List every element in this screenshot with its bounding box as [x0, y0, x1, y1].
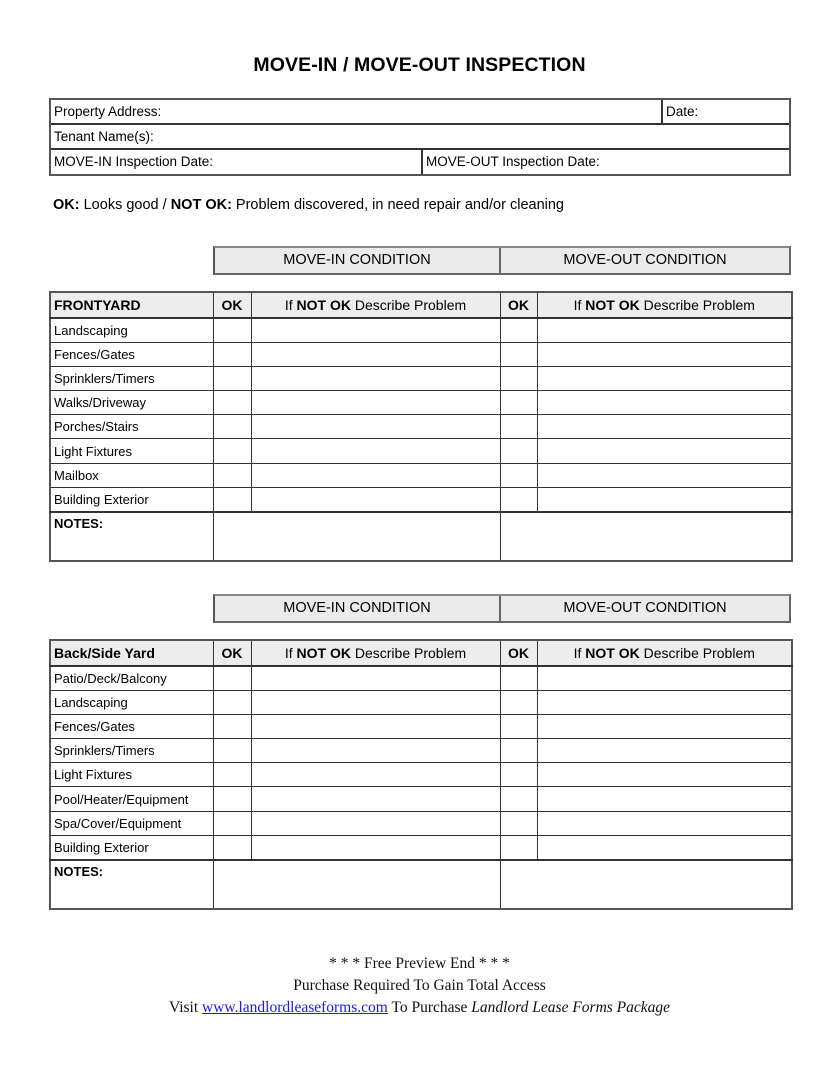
move-out-ok-cell[interactable] [500, 391, 537, 415]
item-label: Sprinklers/Timers [50, 739, 213, 763]
move-in-ok-cell[interactable] [213, 342, 251, 366]
move-out-describe-cell[interactable] [537, 763, 792, 787]
item-label: Fences/Gates [50, 714, 213, 738]
table-header-row [50, 292, 792, 318]
item-label: Porches/Stairs [50, 415, 213, 439]
purchase-required-line: Purchase Required To Gain Total Access [293, 977, 546, 994]
move-in-describe-cell[interactable] [251, 666, 500, 690]
move-out-ok-cell[interactable] [500, 487, 537, 511]
move-in-notes-cell[interactable] [213, 860, 500, 909]
move-in-describe-header: If NOT OK Describe Problem [251, 640, 500, 666]
move-out-describe-cell[interactable] [537, 487, 792, 511]
move-out-describe-cell[interactable] [537, 366, 792, 390]
move-out-condition-header: MOVE-OUT CONDITION [563, 600, 727, 616]
move-in-ok-cell[interactable] [213, 463, 251, 487]
move-out-ok-cell[interactable] [500, 439, 537, 463]
property-address-row [51, 100, 789, 125]
item-label: Building Exterior [50, 835, 213, 859]
table-row [50, 463, 792, 487]
back-side-yard-table [49, 639, 793, 910]
move-in-describe-cell[interactable] [251, 487, 500, 511]
move-in-ok-cell[interactable] [213, 487, 251, 511]
move-in-condition-header: MOVE-IN CONDITION [215, 596, 501, 621]
item-label: Building Exterior [50, 487, 213, 511]
move-out-ok-cell[interactable] [500, 714, 537, 738]
item-label: Sprinklers/Timers [50, 366, 213, 390]
move-in-describe-cell[interactable] [251, 318, 500, 342]
move-in-ok-cell[interactable] [213, 439, 251, 463]
move-out-describe-cell[interactable] [537, 714, 792, 738]
move-in-describe-cell[interactable] [251, 787, 500, 811]
date-field[interactable]: Date: [661, 100, 789, 123]
move-in-describe-cell[interactable] [251, 835, 500, 859]
item-label: Mailbox [50, 463, 213, 487]
move-in-ok-cell[interactable] [213, 415, 251, 439]
tenant-names-field[interactable]: Tenant Name(s): [54, 129, 154, 144]
item-label: Fences/Gates [50, 342, 213, 366]
move-in-describe-cell[interactable] [251, 415, 500, 439]
legend-ok-label: OK: [53, 197, 80, 213]
move-in-ok-header: OK [213, 640, 251, 666]
condition-header-frontyard [213, 246, 791, 275]
table-row [50, 835, 792, 859]
table-row [50, 787, 792, 811]
move-out-condition-header: MOVE-OUT CONDITION [563, 252, 727, 268]
move-in-date-field[interactable]: MOVE-IN Inspection Date: [54, 154, 214, 169]
move-in-describe-cell[interactable] [251, 811, 500, 835]
move-out-describe-cell[interactable] [537, 739, 792, 763]
move-in-ok-cell[interactable] [213, 787, 251, 811]
move-in-ok-cell[interactable] [213, 739, 251, 763]
move-out-ok-cell[interactable] [500, 463, 537, 487]
move-out-describe-cell[interactable] [537, 666, 792, 690]
move-in-ok-cell[interactable] [213, 366, 251, 390]
table-row [50, 690, 792, 714]
item-label: Pool/Heater/Equipment [50, 787, 213, 811]
move-out-ok-header: OK [500, 640, 537, 666]
notes-row [50, 512, 792, 561]
move-out-ok-cell[interactable] [500, 739, 537, 763]
move-in-describe-cell[interactable] [251, 439, 500, 463]
website-link[interactable]: www.landlordleaseforms.com [202, 999, 388, 1016]
move-out-describe-header: If NOT OK Describe Problem [537, 292, 792, 318]
move-out-ok-header: OK [500, 292, 537, 318]
legend-ok-text: Looks good / [79, 197, 171, 213]
table-row [50, 415, 792, 439]
move-out-describe-cell[interactable] [537, 787, 792, 811]
move-out-describe-cell[interactable] [537, 342, 792, 366]
notes-row [50, 860, 792, 909]
item-label: Landscaping [50, 318, 213, 342]
tenant-names-row [51, 125, 789, 150]
notes-label: NOTES: [50, 512, 213, 561]
legend-not-ok-label: NOT OK: [170, 197, 232, 213]
move-out-describe-cell[interactable] [537, 391, 792, 415]
item-label: Light Fixtures [50, 763, 213, 787]
move-in-ok-cell[interactable] [213, 666, 251, 690]
move-out-ok-cell[interactable] [500, 366, 537, 390]
move-in-describe-header: If NOT OK Describe Problem [251, 292, 500, 318]
move-in-ok-cell[interactable] [213, 835, 251, 859]
move-in-condition-header: MOVE-IN CONDITION [215, 248, 501, 273]
move-in-ok-header: OK [213, 292, 251, 318]
table-row [50, 318, 792, 342]
frontyard-table [49, 291, 793, 562]
move-in-describe-cell[interactable] [251, 690, 500, 714]
notes-label: NOTES: [50, 860, 213, 909]
page-title: MOVE-IN / MOVE-OUT INSPECTION [253, 54, 586, 76]
move-out-ok-cell[interactable] [500, 835, 537, 859]
section-heading: Back/Side Yard [50, 640, 213, 666]
move-out-ok-cell[interactable] [500, 811, 537, 835]
move-in-describe-cell[interactable] [251, 342, 500, 366]
item-label: Spa/Cover/Equipment [50, 811, 213, 835]
move-in-notes-cell[interactable] [213, 512, 500, 561]
move-out-describe-header: If NOT OK Describe Problem [537, 640, 792, 666]
move-out-describe-cell[interactable] [537, 835, 792, 859]
preview-end-line: * * * Free Preview End * * * [329, 955, 510, 972]
table-row [50, 666, 792, 690]
move-out-describe-cell[interactable] [537, 318, 792, 342]
move-in-ok-cell[interactable] [213, 763, 251, 787]
move-in-describe-cell[interactable] [251, 763, 500, 787]
inspection-dates-row [51, 150, 789, 174]
table-row [50, 439, 792, 463]
move-in-describe-cell[interactable] [251, 391, 500, 415]
move-in-describe-cell[interactable] [251, 714, 500, 738]
condition-header-backyard [213, 594, 791, 623]
move-in-ok-cell[interactable] [213, 690, 251, 714]
table-row [50, 391, 792, 415]
property-info-table [49, 98, 791, 176]
item-label: Landscaping [50, 690, 213, 714]
move-out-describe-cell[interactable] [537, 463, 792, 487]
move-out-ok-cell[interactable] [500, 318, 537, 342]
move-in-describe-cell[interactable] [251, 739, 500, 763]
table-row [50, 714, 792, 738]
move-out-ok-cell[interactable] [500, 666, 537, 690]
move-out-ok-cell[interactable] [500, 787, 537, 811]
table-row [50, 763, 792, 787]
table-row [50, 342, 792, 366]
move-in-ok-cell[interactable] [213, 714, 251, 738]
move-in-describe-cell[interactable] [251, 366, 500, 390]
item-label: Patio/Deck/Balcony [50, 666, 213, 690]
table-row [50, 811, 792, 835]
property-address-field[interactable]: Property Address: [54, 104, 162, 119]
move-in-ok-cell[interactable] [213, 391, 251, 415]
move-out-describe-cell[interactable] [537, 439, 792, 463]
table-row [50, 739, 792, 763]
package-name: Landlord Lease Forms Package [471, 999, 671, 1016]
preview-footer [0, 953, 839, 1019]
move-in-ok-cell[interactable] [213, 318, 251, 342]
move-out-describe-cell[interactable] [537, 415, 792, 439]
move-out-notes-cell[interactable] [500, 860, 792, 909]
section-heading: FRONTYARD [50, 292, 213, 318]
legend-not-ok-text: Problem discovered, in need repair and/or cleaning [231, 197, 564, 213]
table-row [50, 487, 792, 511]
move-out-describe-cell[interactable] [537, 690, 792, 714]
move-out-describe-cell[interactable] [537, 811, 792, 835]
move-in-describe-cell[interactable] [251, 463, 500, 487]
move-out-notes-cell[interactable] [500, 512, 792, 561]
visit-line: Visit www.landlordleaseforms.com To Purchase Landlord Lease Forms Package [168, 999, 671, 1016]
item-label: Walks/Driveway [50, 391, 213, 415]
move-in-ok-cell[interactable] [213, 811, 251, 835]
move-out-ok-cell[interactable] [500, 342, 537, 366]
move-out-ok-cell[interactable] [500, 415, 537, 439]
legend [53, 197, 564, 213]
item-label: Light Fixtures [50, 439, 213, 463]
table-row [50, 366, 792, 390]
table-header-row [50, 640, 792, 666]
move-out-date-field[interactable]: MOVE-OUT Inspection Date: [421, 150, 789, 174]
move-out-ok-cell[interactable] [500, 763, 537, 787]
move-out-ok-cell[interactable] [500, 690, 537, 714]
